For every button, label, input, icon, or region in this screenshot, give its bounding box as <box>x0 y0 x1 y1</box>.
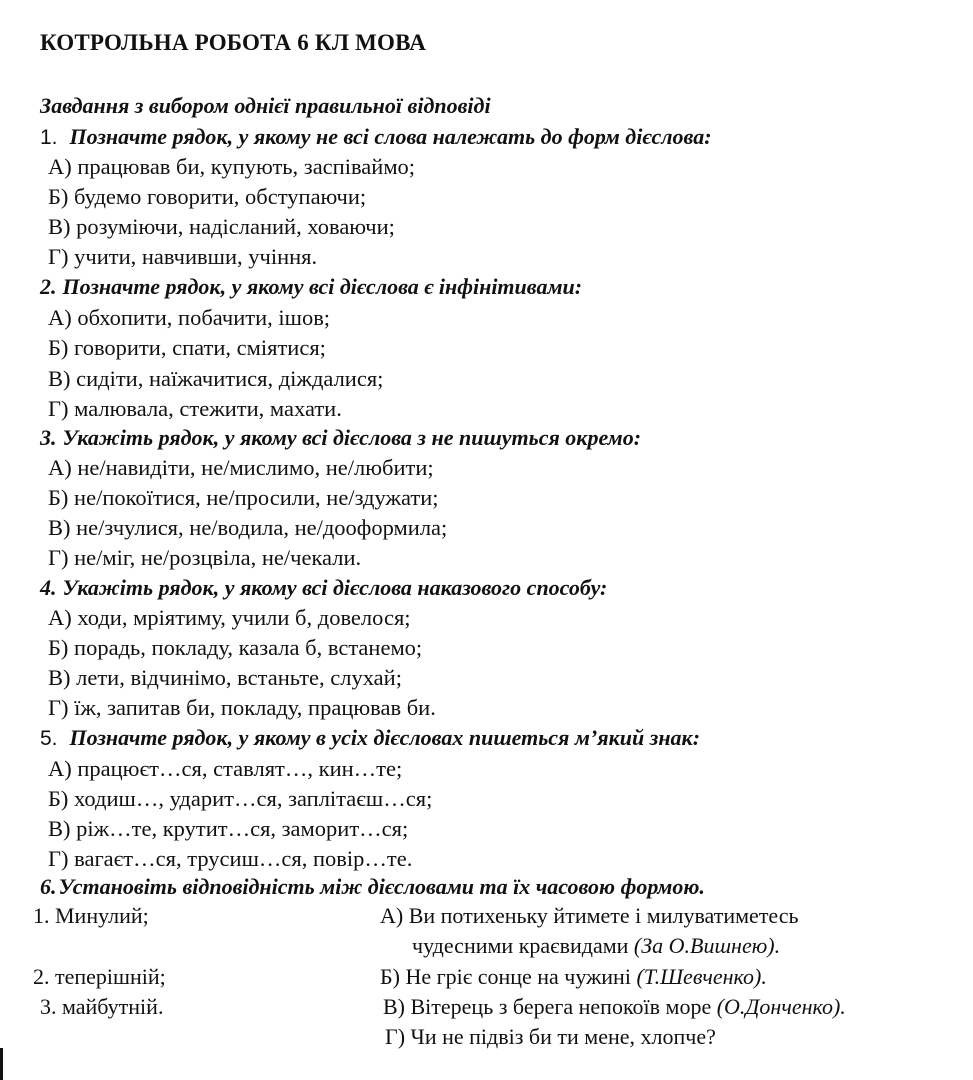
option-3a: А) не/навидіти, не/мислимо, не/любити; <box>48 455 434 480</box>
option-1a: А) працював би, купують, заспіваймо; <box>48 154 416 179</box>
left-edge-mark <box>0 1048 3 1080</box>
option-5d: Г) вагаєт…ся, трусиш…ся, повір…те. <box>48 846 413 871</box>
sentence-d <box>385 1024 716 1050</box>
sentence-text: В) Вітерець з берега непокоїв море <box>383 994 717 1019</box>
option-3b: Б) не/покоїтися, не/просили, не/здужати; <box>48 485 439 510</box>
question-1 <box>40 124 712 150</box>
question-text: Позначте рядок, у якому не всі слова належать до форм дієслова: <box>69 124 712 149</box>
option-5b: Б) ходиш…, ударит…ся, заплітаєш…ся; <box>48 786 433 811</box>
option-4b: Б) порадь, покладу, казала б, встанемо; <box>48 635 423 660</box>
sentence-a-line-1 <box>380 903 799 929</box>
option-1c: В) розуміючи, надісланий, ховаючи; <box>48 214 395 239</box>
sentence-text: Г) Чи не підвіз би ти мене, хлопче? <box>385 1024 716 1049</box>
tense-option-2: 2. теперішній; <box>33 964 166 989</box>
option-4a: А) ходи, мріятиму, учили б, довелося; <box>48 605 411 630</box>
question-text: Укажіть рядок, у якому всі дієслова наказового способу: <box>62 575 608 600</box>
sentence-a-line-2 <box>412 933 780 959</box>
question-number: 1. <box>40 126 58 149</box>
option-1d: Г) учити, навчивши, учіння. <box>48 244 318 269</box>
option-5c: В) ріж…те, крутит…ся, заморит…ся; <box>48 816 409 841</box>
question-4 <box>40 575 607 601</box>
question-number: 5. <box>40 727 58 750</box>
sentence-text: Б) Не гріє сонце на чужині <box>380 964 637 989</box>
question-number: 2. <box>40 274 57 299</box>
sentence-source: (Т.Шевченко). <box>636 964 767 989</box>
question-number: 6. <box>40 874 57 899</box>
question-number: 4. <box>40 575 57 600</box>
sentence-text: А) Ви потихеньку йтимете і милуватиметесь <box>380 903 799 928</box>
question-text: Укажіть рядок, у якому всі дієслова з не пишуться окремо: <box>62 425 642 450</box>
question-number: 3. <box>40 425 57 450</box>
tense-option-1: 1. Минулий; <box>33 903 149 928</box>
question-5 <box>40 725 700 751</box>
question-text: Установіть відповідність між дієсловами та їх часовою формою. <box>58 874 705 899</box>
option-1b: Б) будемо говорити, обступаючи; <box>48 184 367 209</box>
question-3 <box>40 425 641 451</box>
option-3d: Г) не/міг, не/розцвіла, не/чекали. <box>48 545 362 570</box>
option-2c: В) сидіти, наїжачитися, діждалися; <box>48 366 384 391</box>
question-6 <box>40 874 705 900</box>
option-4d: Г) їж, запитав би, покладу, працював би. <box>48 695 436 720</box>
sentence-c <box>383 994 846 1020</box>
sentence-source: (О.Донченко). <box>716 994 846 1019</box>
question-text: Позначте рядок, у якому всі дієслова є інфінітивами: <box>62 274 583 299</box>
option-5a: А) працюєт…ся, ставлят…, кин…те; <box>48 756 403 781</box>
question-text: Позначте рядок, у якому в усіх дієсловах пишеться м’який знак: <box>69 725 701 750</box>
sentence-source: (За О.Вишнею). <box>633 933 781 958</box>
question-2 <box>40 274 582 300</box>
sentence-text: чудесними краєвидами <box>412 933 634 958</box>
sentence-b <box>380 964 767 990</box>
page-title: КОТРОЛЬНА РОБОТА 6 КЛ МОВА <box>40 30 427 55</box>
section-heading: Завдання з вибором однієї правильної відповіді <box>40 93 491 118</box>
option-4c: В) лети, відчинімо, встаньте, слухай; <box>48 665 402 690</box>
option-2b: Б) говорити, спати, сміятися; <box>48 335 326 360</box>
option-2a: А) обхопити, побачити, ішов; <box>48 305 331 330</box>
option-2d: Г) малювала, стежити, махати. <box>48 396 342 421</box>
tense-option-3: 3. майбутній. <box>40 994 164 1019</box>
option-3c: В) не/зчулися, не/водила, не/дооформила; <box>48 515 448 540</box>
